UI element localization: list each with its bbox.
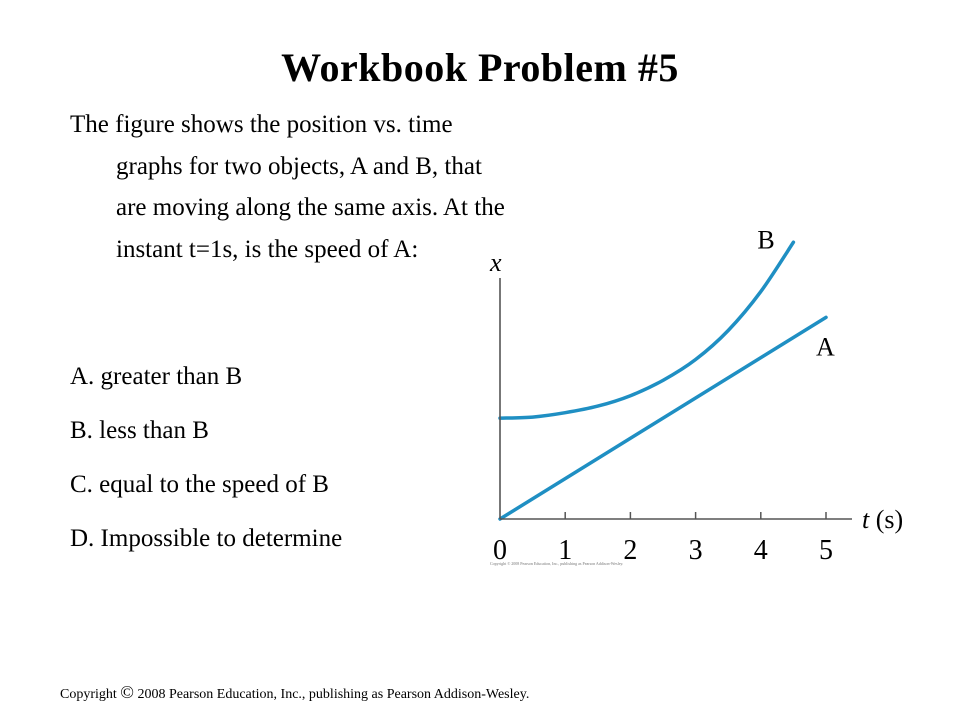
- x-tick-label: 4: [753, 535, 768, 566]
- position-time-chart: [460, 230, 940, 580]
- x-tick-label: 3: [688, 535, 703, 566]
- copyright-prefix: Copyright: [60, 687, 121, 702]
- x-tick-marks: [565, 512, 826, 519]
- answer-options: [70, 356, 342, 572]
- copyright-symbol: ©: [120, 682, 134, 702]
- series-lines: [500, 242, 826, 519]
- option-c: C. equal to the speed of B: [70, 471, 329, 498]
- x-tick-label: 2: [623, 535, 638, 566]
- x-axis-label: t (s): [862, 505, 904, 534]
- series-labels: [757, 230, 835, 361]
- problem-statement: The figure shows the position vs. time graphs for two objects, A and B, that are moving along the same axis. At the instant t=1s, is the speed of A:: [70, 111, 505, 263]
- option-d: D. Impossible to determine: [70, 525, 343, 552]
- copyright-text: 2008 Pearson Education, Inc., publishing as Pearson Addison-Wesley.: [133, 687, 530, 702]
- series-line-A: [500, 317, 826, 519]
- copyright-notice: [60, 682, 529, 703]
- series-label-A: A: [816, 332, 835, 362]
- option-a: A. greater than B: [70, 363, 243, 390]
- slide-title: Workbook Problem #5: [281, 45, 679, 90]
- figure-credit: Copyright © 2008 Pearson Education, Inc., publishing as Pearson Addison-Wesley.: [490, 561, 624, 566]
- series-line-B: [500, 242, 793, 418]
- x-tick-label: 1: [558, 535, 573, 566]
- option-b: B. less than B: [70, 417, 209, 444]
- y-axis-label: x: [490, 248, 502, 277]
- series-label-B: B: [757, 230, 775, 255]
- x-tick-label: 0: [493, 535, 507, 566]
- x-tick-label: 5: [819, 535, 833, 566]
